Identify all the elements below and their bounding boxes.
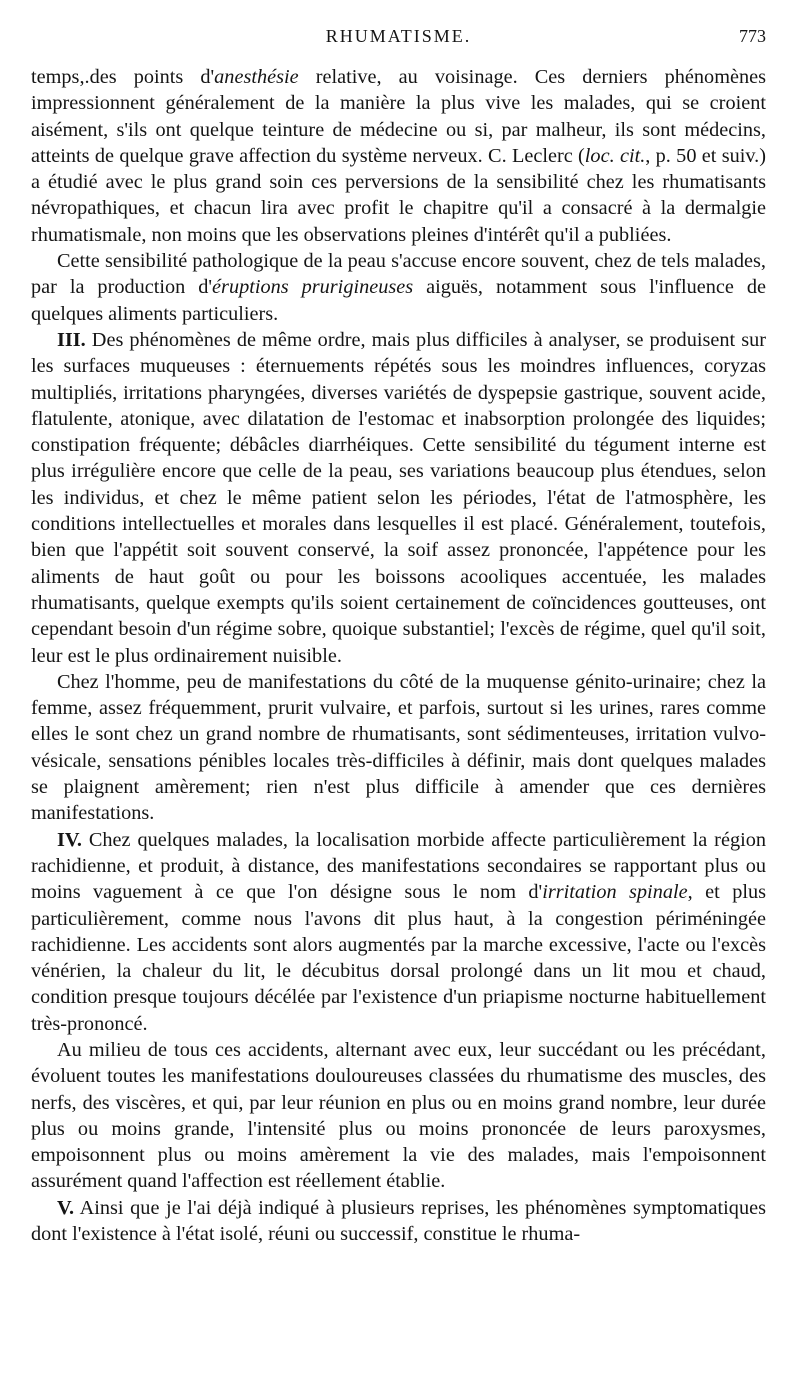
italic-text: irritation spinale [542,881,688,904]
text-run: , et plus particulièrement, comme nous l'avons dit plus haut, à la congestion périméningée rachidienne. Les accidents sont alors augmentés par la marche excessive, l'acte ou l'excès vénérien, la chaleur du lit, le décubitus dorsal prolongé dans un lit mou et chaud, condition presque toujours décélée par l'existence d'un priapisme nocturne habituellement très-prononcé. [31,881,766,1035]
section-numeral: III. [57,328,86,351]
text-run: Cette sensibilité pathologique de la peau s'accuse encore souvent, chez de tels malades, par la production d' [31,250,766,299]
italic-text: éruptions prurigineuses [212,276,414,299]
italic-text: anesthésie [214,66,299,88]
section-numeral: IV. [57,828,82,851]
section-numeral: V. [57,1196,75,1219]
paragraph [31,64,766,248]
paragraph [31,669,766,827]
text-run: , p. 50 et suiv.) a étudié avec le plus grand soin ces perversions de la sensibilité chez les rhumatisants névropathiques, et chacun lira avec profit le chapitre qu'il a consacré à la dermalgie rhumatismale, non moins que les observations pleines d'intérêt qu'il a publiées. [31,144,767,246]
text-run: Chez quelques malades, la localisation morbide affecte particulièrement la région rachidienne, et produit, à distance, des manifestations secondaires se rapportant plus ou moins vaguement à ce que l'on désigne sous le nom d' [31,828,766,904]
paragraph [31,1037,766,1195]
page-header [31,26,766,56]
text-run: relative, au voisinage. Ces derniers phénomènes impressionnent généralement de la manière la plus vive les malades, qui se croient aisément, s'ils ont quelque teinture de médecine ou si, par malheur, ils sont médecins, atteints de quelque grave affection du système nerveux. C. Leclerc ( [31,66,767,167]
paragraph [31,827,766,1037]
page-number: 773 [739,26,766,46]
paragraph [31,327,766,669]
text-run: Ainsi que je l'ai déjà indiqué à plusieurs reprises, les phénomènes symptomatiques dont l'existence à l'état isolé, réuni ou successif, constitue le rhuma- [31,1196,766,1246]
body-text [31,64,766,1247]
text-run: Des phénomènes de même ordre, mais plus difficiles à analyser, se produisent sur les surfaces muqueuses : éternuements répétés sous les moindres influences, coryzas multipliés, irritations pharyngées, diverses variétés de dyspepsie gastrique, souvent acide, flatulente, atonique, avec dilatation de l'estomac et inabsorption prolongée des liquides; constipation fréquente; débâcles diarrhéiques. Cette sensibilité du tégument interne est plus irrégulière encore que celle de la peau, ses variations beaucoup plus étendues, selon les individus, et chez le même patient selon les périodes, l'état de l'atmosphère, les conditions intellectuelles et morales dans lesquelles il est placé. Généralement, toutefois, bien que l'appétit soit souvent conservé, la soif assez prononcée, l'appétence pour les aliments de haut goût ou pour les boissons acooliques accentuée, les malades rhumatisants, quelque exempts qu'ils soient certainement de coïncidences goutteuses, ont cependant besoin d'un régime sobre, quoique substantiel; l'excès de régime, quel qu'il soit, leur est le plus ordinairement nuisible. [31,328,766,667]
text-run: Au milieu de tous ces accidents, alternant avec eux, leur succédant ou les précédant, évoluent toutes les manifestations douloureuses classées du rhumatisme des muscles, des nerfs, des viscères, et qui, par leur réunion en plus ou en moins grand nombre, leur durée plus ou moins grande, l'intensité plus ou moins prononcée de leurs paroxysmes, empoisonnent plus ou moins amèrement la vie des malades, mais l'empoisonnent assurément quand l'affection est réellement établie. [31,1038,766,1193]
paragraph [31,248,766,327]
paragraph [31,1195,766,1248]
italic-text: loc. cit. [584,144,646,167]
text-run: temps,.des points d' [31,66,215,88]
running-title: RHUMATISME. [325,26,472,46]
text-run: Chez l'homme, peu de manifestations du côté de la muquense génito-urinaire; chez la femme, assez fréquemment, prurit vulvaire, et parfois, surtout si les urines, rares comme elles le sont chez un grand nombre de rhumatisants, sont sédimenteuses, irritation vulvo-vésicale, sensations pénibles locales très-difficiles à définir, mais dont quelques malades se plaignent amèrement; rien n'est plus difficile à amender que ces dernières manifestations. [31,670,766,825]
text-run: aiguës, notamment sous l'influence de quelques aliments particuliers. [31,276,766,325]
